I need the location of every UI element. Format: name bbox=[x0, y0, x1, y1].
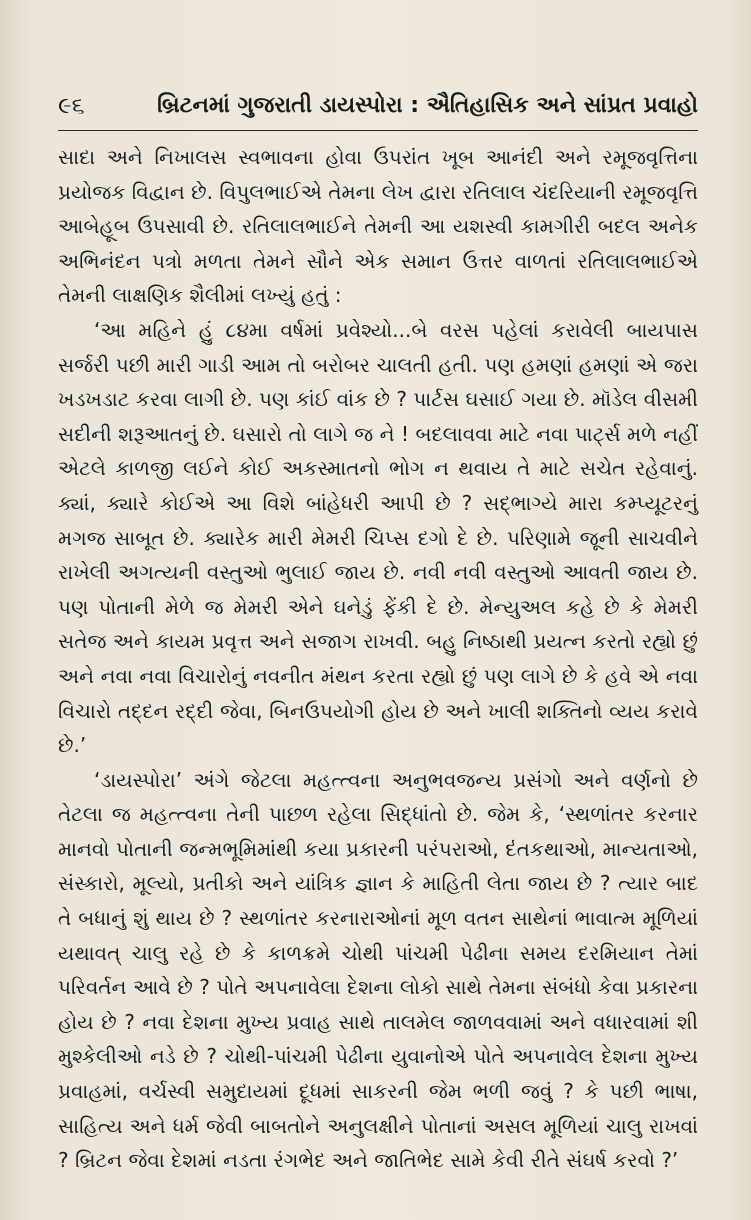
body-text bbox=[58, 140, 698, 1200]
running-title: બ્રિટનમાં ગુજરાતી ડાયસ્પોરા : ઐતિહાસિક અને સાંપ્રત પ્રવાહો bbox=[157, 93, 698, 118]
page-number: ૯૬ bbox=[58, 93, 85, 119]
paragraph-intro: સાદા અને નિખાલસ સ્વભાવના હોવા ઉપરાંત ખૂબ આનંદી અને રમૂજવૃત્તિના પ્રયોજક વિદ્વાન છે. વિપુલભાઈએ તેમના લેખ દ્વારા રતિલાલ ચંદરિયાની રમૂજવૃત્તિ આબેહૂબ ઉપસાવી છે. રતિલાલભાઈને તેમની આ યશસ્વી કામગીરી બદલ અનેક અભિનંદન પત્રો મળતા તેમને સૌને એક સમાન ઉત્તર વાળતાં રતિલાલભાઈએ તેમની લાક્ષણિક શૈલીમાં લખ્યું હતું : bbox=[58, 145, 698, 308]
header-rule bbox=[58, 130, 698, 131]
page-header bbox=[58, 86, 698, 126]
paragraph-diaspora: ‘ડાયસ્પોરા’ અંગે જેટલા મહત્ત્વના અનુભવજન્ય પ્રસંગો અને વર્ણનો છે તેટલા જ મહત્ત્વના તેની પાછળ રહેલા સિદ્ધાંતો છે. જેમ કે, ‘સ્થળાંતર કરનાર માનવો પોતાની જન્મભૂમિમાંથી કયા પ્રકારની પરંપરાઓ, દંતકથાઓ, માન્યતાઓ, સંસ્કારો, મૂલ્યો, પ્રતીકો અને યાંત્રિક જ્ઞાન કે માહિતી લેતા જાય છે ? ત્યાર બાદ તે બધાનું શું થાય છે ? સ્થળાંતર કરનારાઓનાં મૂળ વતન સાથેનાં ભાવાત્મ મૂળિયાં યથાવત્ ચાલુ રહે છે કે કાળક્રમે ચોથી પાંચમી પેઢીના સમય દરમિયાન તેમાં પરિવર્તન આવે છે ? પોતે અપનાવેલા દેશના લોકો સાથે તેમના સંબંધો કેવા પ્રકારના હોય છે ? નવા દેશના મુખ્ય પ્રવાહ સાથે તાલમેલ જાળવવામાં અને વધારવામાં શી મુશ્કેલીઓ નડે છે ? ચોથી-પાંચમી પેઢીના યુવાનોએ પોતે અપનાવેલ દેશના મુખ્ય પ્રવાહમાં, વર્ચસ્વી સમુદાયમાં દૂધમાં સાકરની જેમ ભળી જવું ? કે પછી ભાષા, સાહિત્ય અને ધર્મ જેવી બાબતોને અનુલક્ષીને પોતાનાં અસલ મૂળિયાં ચાલુ રાખવાં ? બ્રિટન જેવા દેશમાં નડતા રંગભેદ અને જાતિભેદ સામે કેવી રીતે સંઘર્ષ કરવો ?’ bbox=[58, 767, 698, 1173]
paragraph-quote: ‘આ મહિને હું ૮૪મા વર્ષમાં પ્રવેશ્યો...બે વરસ પહેલાં કરાવેલી બાયપાસ સર્જરી પછી મારી ગાડી આમ તો બરોબર ચાલતી હતી. પણ હમણાં હમણાં એ જરા ખડખડાટ કરવા લાગી છે. પણ કાંઈ વાંક છે ? પાર્ટસ ઘસાઈ ગયા છે. મૉડેલ વીસમી સદીની શરૂઆતનું છે. ઘસારો તો લાગે જ ને ! બદલાવવા માટે નવા પાર્ટ્સ મળે નહીં એટલે કાળજી લઈને કોઈ અકસ્માતનો ભોગ ન થવાય તે માટે સચેત રહેવાનું. ક્યાં, ક્યારે કોઈએ આ વિશે બાંહેધરી આપી છે ? સદ્‌ભાગ્યે મારા કમ્પ્યૂટરનું મગજ સાબૂત છે. ક્યારેક મારી મેમરી ચિપ્સ દગો દે છે. પરિણામે જૂની સાચવીને રાખેલી અગત્યની વસ્તુઓ ભુલાઈ જાય છે. નવી નવી વસ્તુઓ આવતી જાય છે. પણ પોતાની મેળે જ મેમરી એને ઘનેડું ફેંકી દે છે. મેન્યુઅલ કહે છે કે મેમરી સતેજ અને કાયમ પ્રવૃત્ત અને સજાગ રાખવી. બહુ નિષ્ઠાથી પ્રયત્ન કરતો રહ્યો છું અને નવા નવા વિચારોનું નવનીત મંથન કરતા રહ્યો છું પણ લાગે છે કે હવે એ નવા વિચારો તદ્દન રદ્દી જેવા, બિનઉપયોગી હોય છે અને ખાલી શક્તિનો વ્યય કરાવે છે.’ bbox=[58, 317, 698, 758]
